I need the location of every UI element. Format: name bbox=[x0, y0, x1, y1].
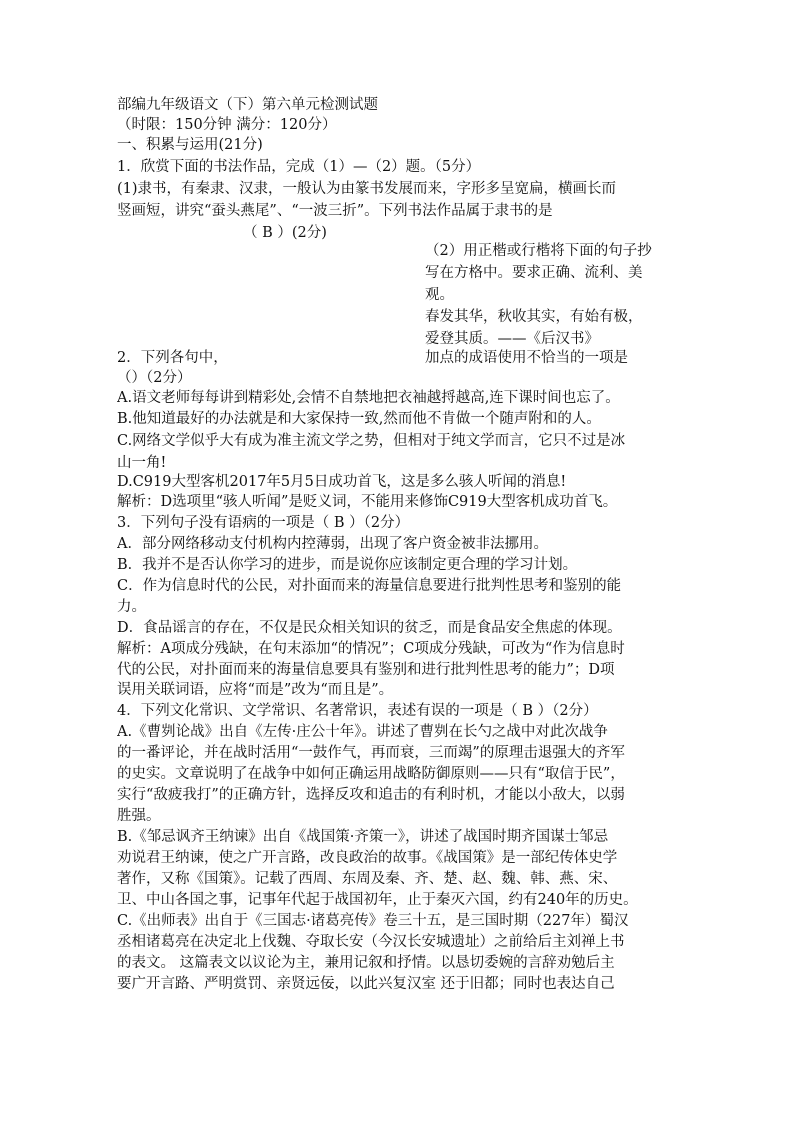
question-3-analysis: 解析：A项成分残缺，在句末添加“的情况”；C项成分残缺，可改为“作为信息时 bbox=[117, 641, 625, 657]
question-4-option-a: 的一番评论，并在战时活用“一鼓作气，再而衰，三而竭”的原理击退强大的齐军 bbox=[117, 745, 625, 761]
question-4-option-b: 劝说君王纳谏，使之广开言路，改良政治的故事。《战国策》是一部纪传体史学 bbox=[117, 850, 618, 866]
quote-line: 春发其华，秋收其实，有始有极， bbox=[425, 309, 643, 325]
section-heading: 一、积累与运用(21分) bbox=[117, 137, 263, 153]
question-3-analysis: 误用关联词语，应将“而是”改为“而且是”。 bbox=[117, 682, 394, 698]
question-4-option-b: 卫、中山各国之事，记事年代起于战国初年，止于秦灭六国，约有240年的历史。 bbox=[117, 892, 638, 908]
quote-line: 爱登其质。——《后汉书》 bbox=[425, 331, 599, 347]
question-2-option-d: D.C919大型客机2017年5月5日成功首飞，这是多么骇人听闻的消息! bbox=[117, 474, 567, 490]
question-1-part1-line: (1)隶书，有秦隶、汉隶，一般认为由篆书发展而来，字形多呈宽扁，横画长而 bbox=[117, 181, 617, 197]
question-3-option-c: 力。 bbox=[117, 599, 146, 615]
question-4-option-b: 著作，又称《国策》。记载了西周、东周及秦、齐、楚、赵、魏、韩、燕、宋、 bbox=[117, 871, 618, 887]
question-4-option-b: B.《邹忌讽齐王纳谏》出自《战国策·齐策一》，讲述了战国时期齐国谋士邹忌 bbox=[117, 829, 609, 845]
question-3-option-c: C．作为信息时代的公民，对扑面而来的海量信息要进行批判性思考和鉴别的能 bbox=[117, 578, 622, 594]
question-4-option-a: 实行“敌疲我打”的正确方针，选择反攻和追击的有利时机，才能以小敌大，以弱 bbox=[117, 787, 625, 803]
question-4-option-a: A.《曹刿论战》出自《左传·庄公十年》。讲述了曹刿在长勺之战中对此次战争 bbox=[117, 724, 608, 740]
question-4-option-a: 的史实。文章说明了在战争中如何正确运用战略防御原则——只有“取信于民”， bbox=[117, 766, 625, 782]
document-title: 部编九年级语文（下）第六单元检测试题 bbox=[117, 97, 378, 113]
question-3-option-b: B．我并不是否认你学习的进步，而是说你应该制定更合理的学习计划。 bbox=[117, 557, 578, 573]
question-4-stem: 4．下列文化常识、文学常识、名著常识，表述有误的一项是（ B ）（2分） bbox=[117, 703, 598, 719]
question-2-option-b: B.他知道最好的办法就是和大家保持一致,然而他不肯做一个随声附和的人。 bbox=[117, 411, 601, 427]
question-1-stem: 1．欣赏下面的书法作品，完成（1）—（2）题。（5分） bbox=[117, 159, 481, 175]
question-2-option-c: 山一角! bbox=[117, 455, 167, 471]
question-1-part2-line: 观。 bbox=[425, 287, 454, 303]
question-2-option-a: A.语文老师每每讲到精彩处,会情不自禁地把衣袖越捋越高,连下课时间也忘了。 bbox=[117, 390, 620, 406]
question-3-option-a: A．部分网络移动支付机构内控薄弱，出现了客户资金被非法挪用。 bbox=[117, 536, 548, 552]
question-2-stem-right: 加点的成语使用不恰当的一项是 bbox=[425, 350, 628, 366]
question-2-analysis: 解析：D选项里“骇人听闻”是贬义词，不能用来修饰C919大型客机成功首飞。 bbox=[117, 494, 618, 510]
question-1-part2-line: （2）用正楷或行楷将下面的句子抄 bbox=[425, 243, 652, 259]
question-1-part1-line: 竖画短，讲究“蚕头燕尾”、“一波三折”。下列书法作品属于隶书的是 bbox=[117, 203, 553, 219]
question-2-option-c: C.网络文学似乎大有成为准主流文学之势，但相对于纯文学而言，它只不过是冰 bbox=[117, 433, 626, 449]
question-2-stem-left: 2．下列各句中， bbox=[117, 350, 228, 366]
question-3-option-d: D．食品谣言的存在，不仅是民众相关知识的贫乏，而是食品安全焦虑的体现。 bbox=[117, 620, 622, 636]
question-3-analysis: 代的公民，对扑面而来的海量信息要具有鉴别和进行批判性思考的能力”；D项 bbox=[117, 662, 615, 678]
question-3-stem: 3．下列句子没有语病的一项是（ B ）（2分） bbox=[117, 515, 410, 531]
question-4-option-a: 胜强。 bbox=[117, 808, 161, 824]
question-4-option-c: C.《出师表》出自于《三国志·诸葛亮传》卷三十五，是三国时期（227年）蜀汉 bbox=[117, 913, 629, 929]
question-4-option-c: 丞相诸葛亮在决定北上伐魏、夺取长安（今汉长安城遗址）之前给后主刘禅上书 bbox=[117, 934, 625, 950]
question-1-part1-answer: （ B ）(2分) bbox=[243, 225, 327, 241]
question-4-option-c: 要广开言路、严明赏罚、亲贤远佞，以此兴复汉室 还于旧都；同时也表达自己 bbox=[117, 976, 615, 992]
question-1-part2-line: 写在方格中。要求正确、流利、美 bbox=[425, 265, 643, 281]
question-4-option-c: 的表文。 这篇表文以议论为主，兼用记叙和抒情。以恳切委婉的言辞劝勉后主 bbox=[117, 955, 615, 971]
time-limit: （时限：150分钟 满分：120分） bbox=[117, 117, 337, 133]
question-2-bracket: （）（2分） bbox=[117, 370, 192, 386]
